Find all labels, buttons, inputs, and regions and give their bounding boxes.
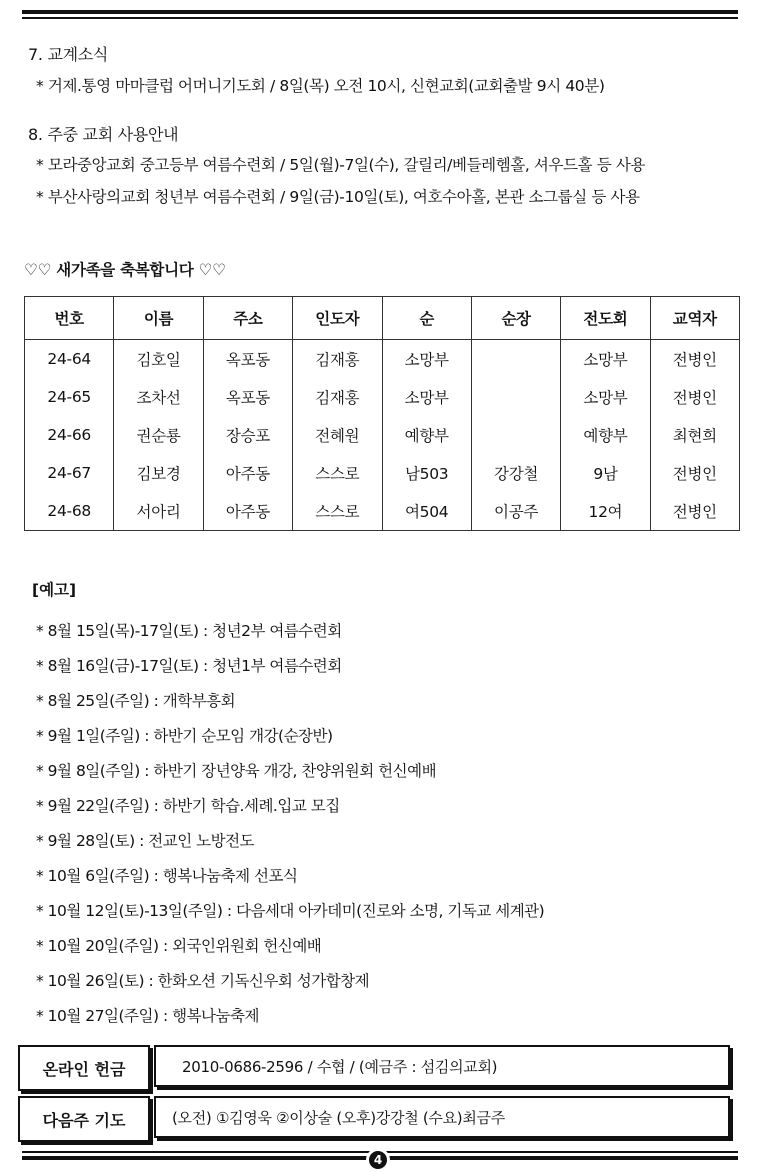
section-7-item: * 거제.통영 마마클럽 어머니기도회 / 8일(목) 오전 10시, 신현교회(교회출발 9시 40분) <box>36 77 605 95</box>
table-cell: 김보경 <box>114 454 203 492</box>
table-row <box>25 454 740 492</box>
table-cell: 전혜원 <box>293 416 382 454</box>
table-cell: 24-65 <box>25 378 114 416</box>
notice-item: * 9월 1일(주일) : 하반기 순모임 개강(순장반) <box>36 727 333 745</box>
online-offering-label: 온라인 헌금 <box>18 1045 150 1091</box>
notice-title: [예고] <box>32 581 77 599</box>
online-offering-value: 2010-0686-2596 / 수협 / (예금주 : 섬김의교회) <box>154 1045 730 1087</box>
table-cell: 아주동 <box>203 492 292 531</box>
table-cell: 예향부 <box>382 416 471 454</box>
table-cell: 9남 <box>561 454 650 492</box>
table-cell <box>471 340 560 379</box>
table-cell: 옥포동 <box>203 378 292 416</box>
column-header: 이름 <box>114 297 203 340</box>
table-cell: 남503 <box>382 454 471 492</box>
table-cell: 소망부 <box>561 340 650 379</box>
table-cell: 이공주 <box>471 492 560 531</box>
notice-item: * 10월 12일(토)-13일(주일) : 다음세대 아카데미(진로와 소명, 기독교 세계관) <box>36 902 545 920</box>
table-cell: 조차선 <box>114 378 203 416</box>
table-cell: 장승포 <box>203 416 292 454</box>
table-cell: 소망부 <box>561 378 650 416</box>
table-cell: 아주동 <box>203 454 292 492</box>
table-cell: 서아리 <box>114 492 203 531</box>
next-week-prayer-label: 다음주 기도 <box>18 1096 150 1142</box>
table-cell: 24-67 <box>25 454 114 492</box>
table-cell: 전병인 <box>650 492 739 531</box>
table-cell: 옥포동 <box>203 340 292 379</box>
table-cell: 전병인 <box>650 378 739 416</box>
new-family-table <box>24 296 740 531</box>
column-header: 교역자 <box>650 297 739 340</box>
table-header-row <box>25 297 740 340</box>
table-row <box>25 492 740 531</box>
section-7-heading: 7. 교계소식 <box>28 45 109 64</box>
table-cell: 24-66 <box>25 416 114 454</box>
next-week-prayer-value: (오전) ①김영욱 ②이상술 (오후)강강철 (수요)최금주 <box>154 1096 730 1138</box>
notice-item: * 10월 20일(주일) : 외국인위원회 헌신예배 <box>36 937 322 955</box>
table-cell: 김재홍 <box>293 340 382 379</box>
table-cell: 12여 <box>561 492 650 531</box>
notice-item: * 10월 6일(주일) : 행복나눔축제 선포식 <box>36 867 298 885</box>
page-number: 4 <box>366 1148 390 1172</box>
column-header: 인도자 <box>293 297 382 340</box>
top-rule-thick <box>22 10 738 14</box>
column-header: 주소 <box>203 297 292 340</box>
table-cell: 전병인 <box>650 454 739 492</box>
table-row <box>25 378 740 416</box>
table-cell: 24-68 <box>25 492 114 531</box>
table-row <box>25 416 740 454</box>
notice-item: * 9월 22일(주일) : 하반기 학습.세례.입교 모집 <box>36 797 340 815</box>
section-8-heading: 8. 주중 교회 사용안내 <box>28 125 179 144</box>
table-cell: 김재홍 <box>293 378 382 416</box>
table-cell: 스스로 <box>293 454 382 492</box>
table-cell: 24-64 <box>25 340 114 379</box>
notice-item: * 9월 28일(토) : 전교인 노방전도 <box>36 832 255 850</box>
table-cell: 소망부 <box>382 340 471 379</box>
notice-item: * 8월 16일(금)-17일(토) : 청년1부 여름수련회 <box>36 657 342 675</box>
notice-item: * 8월 25일(주일) : 개학부흥회 <box>36 692 236 710</box>
top-rule-thin <box>22 17 738 19</box>
column-header: 순장 <box>471 297 560 340</box>
section-8-item: * 모라중앙교회 중고등부 여름수련회 / 5일(월)-7일(수), 갈릴리/베들레헴홀, 셔우드홀 등 사용 <box>36 156 645 174</box>
table-cell <box>471 378 560 416</box>
table-cell: 권순룡 <box>114 416 203 454</box>
notice-item: * 10월 26일(토) : 한화오션 기독신우회 성가합창제 <box>36 972 370 990</box>
column-header: 순 <box>382 297 471 340</box>
notice-item: * 8월 15일(목)-17일(토) : 청년2부 여름수련회 <box>36 622 342 640</box>
table-cell: 여504 <box>382 492 471 531</box>
notice-item: * 10월 27일(주일) : 행복나눔축제 <box>36 1007 259 1025</box>
table-row <box>25 340 740 379</box>
table-cell <box>471 416 560 454</box>
table-cell: 김호일 <box>114 340 203 379</box>
table-cell: 전병인 <box>650 340 739 379</box>
table-cell: 최현희 <box>650 416 739 454</box>
table-cell: 스스로 <box>293 492 382 531</box>
section-8-item: * 부산사랑의교회 청년부 여름수련회 / 9일(금)-10일(토), 여호수아홀, 본관 소그룹실 등 사용 <box>36 188 640 206</box>
column-header: 전도회 <box>561 297 650 340</box>
table-cell: 강강철 <box>471 454 560 492</box>
notice-item: * 9월 8일(주일) : 하반기 장년양육 개강, 찬양위원회 헌신예배 <box>36 762 437 780</box>
new-family-title: ♡♡ 새가족을 축복합니다 ♡♡ <box>24 261 226 279</box>
table-cell: 예향부 <box>561 416 650 454</box>
column-header: 번호 <box>25 297 114 340</box>
table-cell: 소망부 <box>382 378 471 416</box>
